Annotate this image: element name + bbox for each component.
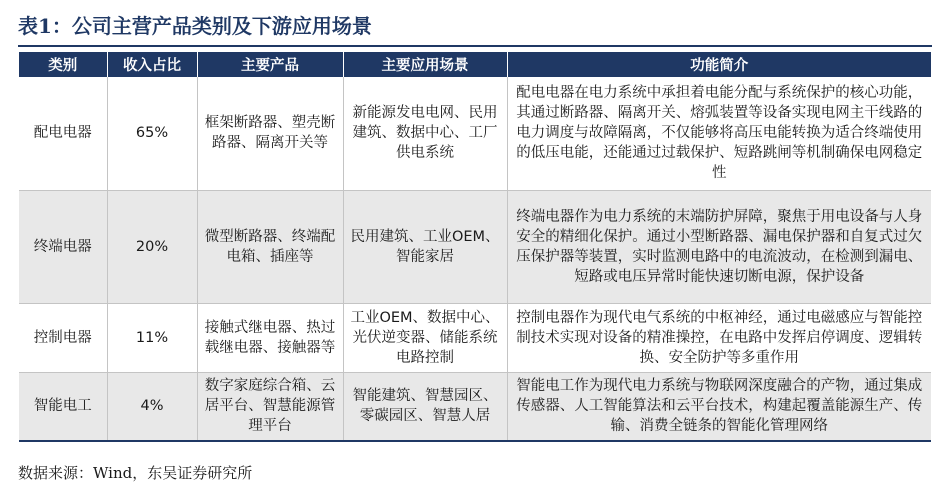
table-row (19, 372, 931, 441)
header-description: 功能简介 (507, 52, 931, 77)
share-cell: 20% (107, 190, 197, 303)
products-cell: 框架断路器、塑壳断路器、隔离开关等 (197, 77, 343, 190)
scenes-cell: 智能建筑、智慧园区、零碳园区、智慧人居 (343, 372, 507, 441)
table-row (19, 303, 931, 372)
description-cell: 智能电工作为现代电力系统与物联网深度融合的产物，通过集成传感器、人工智能算法和云平台技术，构建起覆盖能源生产、传输、消费全链条的智能化管理网络 (507, 372, 931, 441)
header-category: 类别 (19, 52, 107, 77)
share-cell: 65% (107, 77, 197, 190)
scenes-cell: 工业OEM、数据中心、光伏逆变器、储能系统电路控制 (343, 303, 507, 372)
description-cell: 配电电器在电力系统中承担着电能分配与系统保护的核心功能，其通过断路器、隔离开关、熔弧装置等设备实现电网主干线路的电力调度与故障隔离，不仅能够将高压电能转换为适合终端使用的低压电能，还能通过过载保护、短路跳闸等机制确保电网稳定性 (507, 77, 931, 190)
products-cell: 接触式继电器、热过载继电器、接触器等 (197, 303, 343, 372)
table-row (19, 190, 931, 303)
table-title: 表1：公司主营产品类别及下游应用场景 (18, 14, 372, 38)
scenes-cell: 新能源发电电网、民用建筑、数据中心、工厂供电系统 (343, 77, 507, 190)
share-cell: 4% (107, 372, 197, 441)
header-share: 收入占比 (107, 52, 197, 77)
header-products: 主要产品 (197, 52, 343, 77)
description-cell: 控制电器作为现代电气系统的中枢神经，通过电磁感应与智能控制技术实现对设备的精准操控，在电路中发挥启停调度、逻辑转换、安全防护等多重作用 (507, 303, 931, 372)
category-cell: 智能电工 (19, 372, 107, 441)
category-cell: 配电电器 (19, 77, 107, 190)
product-table (19, 52, 931, 442)
header-row (19, 52, 931, 77)
table-row (19, 77, 931, 190)
header-scenes: 主要应用场景 (343, 52, 507, 77)
description-cell: 终端电器作为电力系统的末端防护屏障，聚焦于用电设备与人身安全的精细化保护。通过小型断路器、漏电保护器和自复式过欠压保护器等装置，实时监测电路中的电流波动，在检测到漏电、短路或电压异常时能快速切断电源，保护设备 (507, 190, 931, 303)
category-cell: 终端电器 (19, 190, 107, 303)
scenes-cell: 民用建筑、工业OEM、智能家居 (343, 190, 507, 303)
products-cell: 微型断路器、终端配电箱、插座等 (197, 190, 343, 303)
source-note: 数据来源：Wind，东吴证券研究所 (18, 464, 253, 482)
title-rule (18, 45, 932, 47)
share-cell: 11% (107, 303, 197, 372)
products-cell: 数字家庭综合箱、云居平台、智慧能源管理平台 (197, 372, 343, 441)
category-cell: 控制电器 (19, 303, 107, 372)
